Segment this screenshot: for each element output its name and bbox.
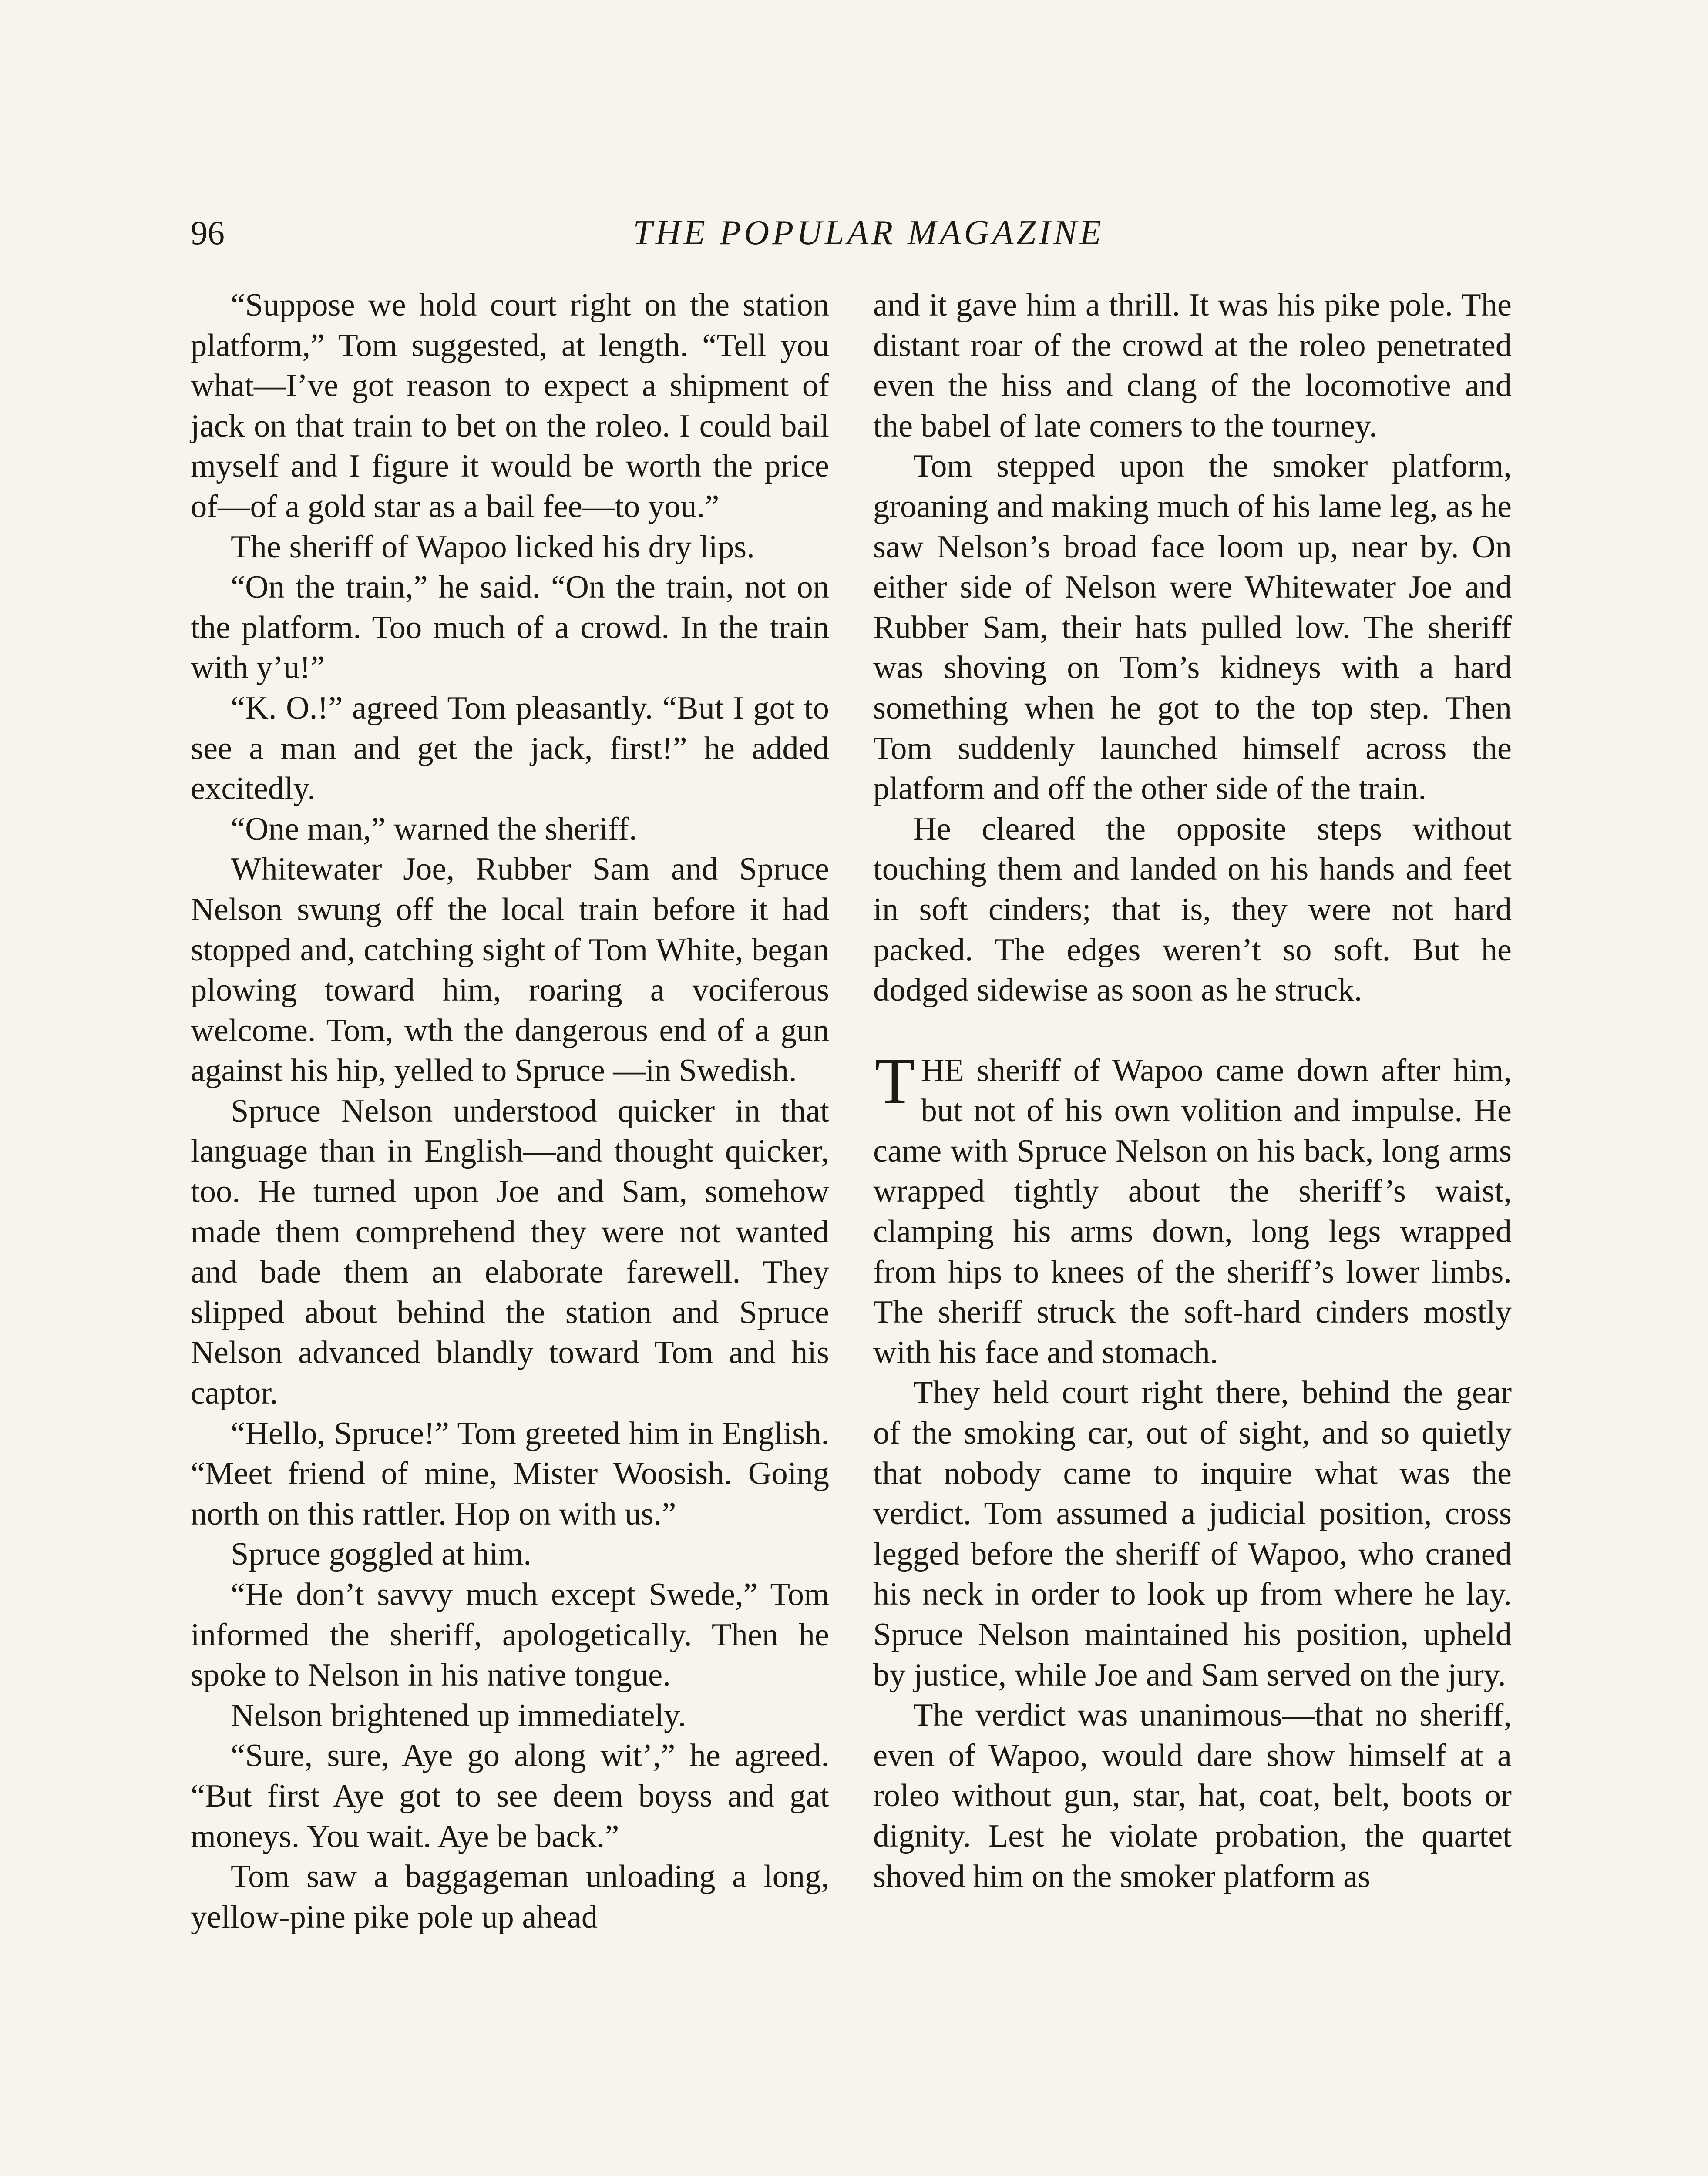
section-opening-paragraph bbox=[873, 1044, 1512, 1373]
paragraph: “Hello, Spruce!” Tom greeted him in English. “Meet friend of mine, Mister Woosish. Going north on this rattler. Hop on with us.” bbox=[191, 1415, 829, 1532]
paragraph: Nelson brightened up immediately. bbox=[231, 1697, 686, 1733]
section-opening-text: HE sheriff of Wapoo came down after him, but not of his own volition and impulse. He came with Spruce Nelson on his back, long arms wrapped tightly about the sheriff’s waist, clamping his arms down, long legs wrapped from hips to knees of the sheriff’s lower limbs. The sheriff struck the soft-hard cinders mostly with his face and stomach. bbox=[873, 1052, 1512, 1370]
paragraph: The sheriff of Wapoo licked his dry lips. bbox=[231, 529, 755, 565]
paragraph: “Suppose we hold court right on the station platform,” Tom suggested, at length. “Tell you what—I’ve got reason to expect a shipment of jack on that train to bet on the roleo. I could bail myself and I figure it would be worth the price of—of a gold star as a bail fee—to you.” bbox=[191, 287, 829, 524]
left-column bbox=[191, 285, 829, 1937]
paragraph: “One man,” warned the sheriff. bbox=[231, 811, 637, 847]
page-header bbox=[191, 205, 1512, 261]
paragraph: Whitewater Joe, Rubber Sam and Spruce Nelson swung off the local train before it had stopped and, catching sight of Tom White, began plowing toward him, roaring a vociferous welcome. Tom, wth the dangerous end of a gun against his hip, yelled to Spruce —in Swedish. bbox=[191, 851, 829, 1089]
paragraph: Tom saw a baggageman unloading a long, yellow-pine pike pole up ahead bbox=[191, 1859, 829, 1935]
paragraph: He cleared the opposite steps without touching them and landed on his hands and feet in soft cinders; that is, they were not hard packed. The edges weren’t so soft. But he dodged sidewise as soon as he struck. bbox=[873, 811, 1512, 1008]
paragraph: “He don’t savvy much except Swede,” Tom informed the sheriff, apologetically. Then he spoke to Nelson in his native tongue. bbox=[191, 1577, 829, 1693]
paragraph: Spruce goggled at him. bbox=[231, 1536, 532, 1572]
right-column bbox=[873, 285, 1512, 1897]
paragraph: They held court right there, behind the gear of the smoking car, out of sight, and so quietly that nobody came to inquire what was the verdict. Tom assumed a judicial position, cross legged before the sheriff of Wapoo, who craned his neck in order to look up from where he lay. Spruce Nelson maintained his position, upheld by justice, while Joe and Sam served on the jury. bbox=[873, 1375, 1512, 1693]
page-number: 96 bbox=[191, 214, 225, 252]
paragraph: and it gave him a thrill. It was his pike pole. The distant roar of the crowd at the roleo penetrated even the hiss and clang of the locomotive and the babel of late comers to the tourney. bbox=[873, 287, 1512, 444]
paragraph: “K. O.!” agreed Tom pleasantly. “But I got to see a man and get the jack, first!” he added excitedly. bbox=[191, 690, 829, 807]
paragraph: Spruce Nelson understood quicker in that language than in English—and thought quicker, too. He turned upon Joe and Sam, somehow made them comprehend they were not wanted and bade them an elaborate farewell. They slipped about behind the station and Spruce Nelson advanced blandly toward Tom and his captor. bbox=[191, 1093, 829, 1411]
paragraph: Tom stepped upon the smoker platform, groaning and making much of his lame leg, as he saw Nelson’s broad face loom up, near by. On either side of Nelson were Whitewater Joe and Rubber Sam, their hats pulled low. The sheriff was shoving on Tom’s kidneys with a hard something when he got to the top step. Then Tom suddenly launched himself across the platform and off the other side of the train. bbox=[873, 448, 1512, 807]
paragraph: “On the train,” he said. “On the train, not on the platform. Too much of a crowd. In the train with y’u!” bbox=[191, 569, 829, 686]
paragraph: “Sure, sure, Aye go along wit’,” he agreed. “But first Aye got to see deem boyss and gat moneys. You wait. Aye be back.” bbox=[191, 1738, 829, 1854]
running-head-title: THE POPULAR MAGAZINE bbox=[633, 214, 1104, 252]
drop-cap: T bbox=[875, 1044, 915, 1117]
section-break-space bbox=[873, 1011, 1512, 1051]
paragraph: The verdict was unanimous—that no sheriff, even of Wapoo, would dare show himself at a roleo without gun, star, hat, coat, belt, boots or dignity. Lest he violate probation, the quartet shoved him on the smoker platform as bbox=[873, 1697, 1512, 1894]
